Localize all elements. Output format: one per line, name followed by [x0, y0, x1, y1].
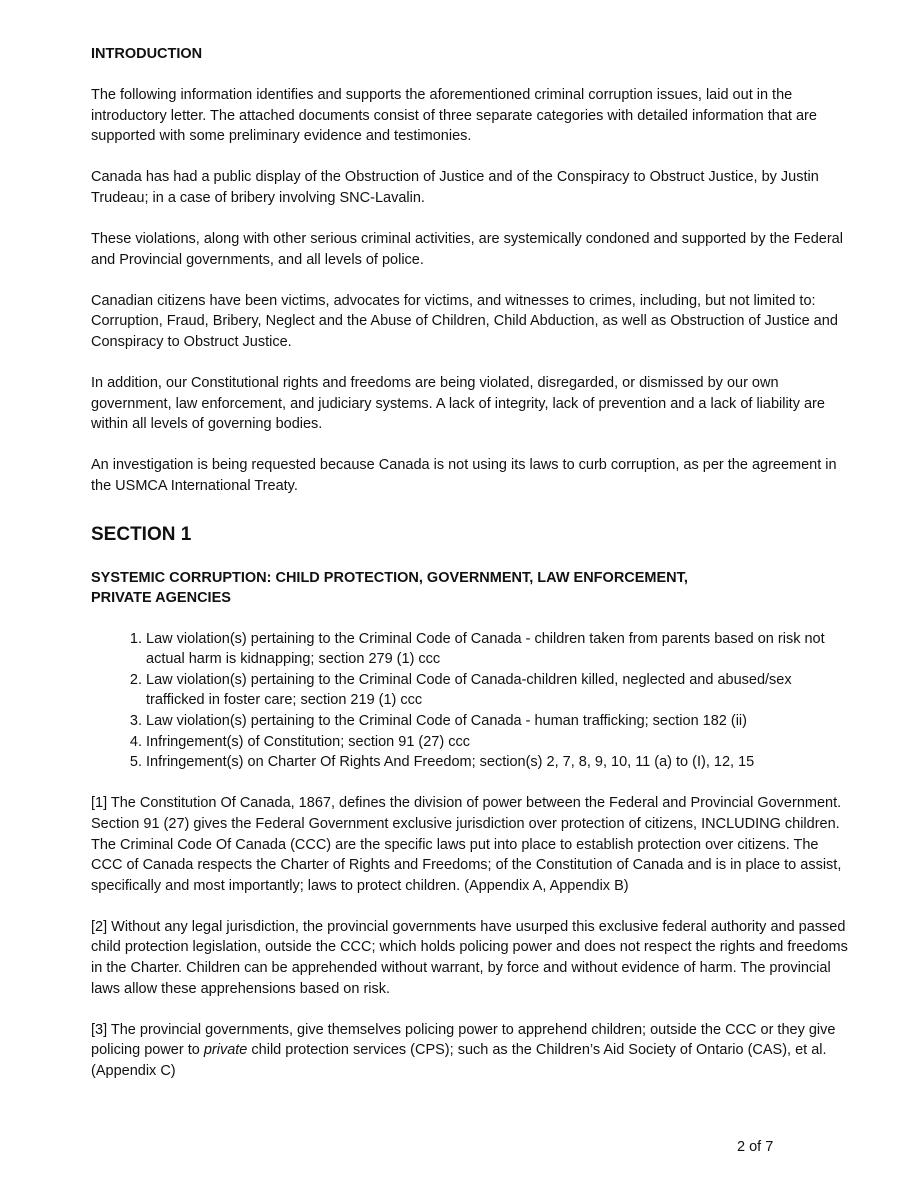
- intro-paragraph-4: Canadian citizens have been victims, advocates for victims, and witnesses to crimes, including, but not limited to: Corruption, Fraud, Bribery, Neglect and the Abuse of Children, Child Abduction, as well as Obstruction of Justice and Conspiracy to Obstruct Justice.: [91, 292, 838, 350]
- intro-paragraph-3: These violations, along with other serious criminal activities, are systemically condoned and supported by the Federal and Provincial governments, and all levels of police.: [91, 231, 843, 268]
- introduction-heading: INTRODUCTION: [91, 46, 203, 62]
- list-item: 4. Infringement(s) of Constitution; section 91 (27) ccc: [146, 732, 846, 753]
- page-number: 2 of 7: [737, 1139, 774, 1155]
- list-item: 3. Law violation(s) pertaining to the Criminal Code of Canada - human trafficking; section 182 (ii): [146, 711, 846, 732]
- section-1-subheading: SYSTEMIC CORRUPTION: CHILD PROTECTION, GOVERNMENT, LAW ENFORCEMENT, PRIVATE AGENCIES: [91, 569, 688, 607]
- section-1-paragraph-2: [2] Without any legal jurisdiction, the provincial governments have usurped this exclusive federal authority and passed child protection legislation, outside the CCC; which holds policing power and does not respect the rights and freedoms in the Charter. Children can be apprehended without warrant, by force and without evidence of harm. The provincial laws allow these apprehensions based on risk.: [91, 918, 848, 997]
- list-item: 2. Law violation(s) pertaining to the Criminal Code of Canada-children killed, neglected and abused/sex trafficked in foster care; section 219 (1) ccc: [146, 670, 846, 711]
- section-1-heading: SECTION 1: [91, 523, 192, 545]
- intro-paragraph-5: In addition, our Constitutional rights and freedoms are being violated, disregarded, or dismissed by our own government, law enforcement, and judiciary systems. A lack of integrity, lack of prevention and a lack of liability are within all levels of governing bodies.: [91, 375, 825, 433]
- intro-paragraph-1: The following information identifies and supports the aforementioned criminal corruption issues, laid out in the introductory letter. The attached documents consist of three separate categories with detailed information that are supported with some preliminary evidence and testimonies.: [91, 87, 817, 145]
- paragraph-3-text-start: [3] The provincial governments, give themselves policing power to apprehend children; outside the CCC or they give policing power to: [91, 1021, 836, 1059]
- section-1-paragraph-1: [1] The Constitution Of Canada, 1867, defines the division of power between the Federal and Provincial Government. Section 91 (27) gives the Federal Government exclusive jurisdiction over protection of citizens, INCLUDING children. The Criminal Code Of Canada (CCC) are the specific laws put into place to establish protection over citizens. The CCC of Canada respects the Charter of Rights and Freedoms; of the Constitution of Canada and is in place to assist, specifically and most importantly; laws to protect children. (Appendix A, Appendix B): [91, 795, 842, 894]
- violations-list: [91, 629, 846, 773]
- section-1-paragraph-3: [91, 1020, 851, 1082]
- list-item: 5. Infringement(s) on Charter Of Rights And Freedom; section(s) 2, 7, 8, 9, 10, 11 (a) to (I), 12, 15: [146, 752, 846, 773]
- paragraph-3-italic-word: private: [203, 1042, 248, 1059]
- page-content: [91, 44, 851, 1081]
- paragraph-3-text-end: child protection services (CPS); such as the Children’s Aid Society of Ontario (CAS), et al. (Appendix C): [91, 1042, 827, 1079]
- intro-paragraph-2: Canada has had a public display of the Obstruction of Justice and of the Conspiracy to Obstruct Justice, by Justin Trudeau; in a case of bribery involving SNC-Lavalin.: [91, 169, 819, 206]
- intro-paragraph-6: An investigation is being requested because Canada is not using its laws to curb corruption, as per the agreement in the USMCA International Treaty.: [91, 457, 837, 494]
- list-item: 1. Law violation(s) pertaining to the Criminal Code of Canada - children taken from parents based on risk not actual harm is kidnapping; section 279 (1) ccc: [146, 629, 846, 670]
